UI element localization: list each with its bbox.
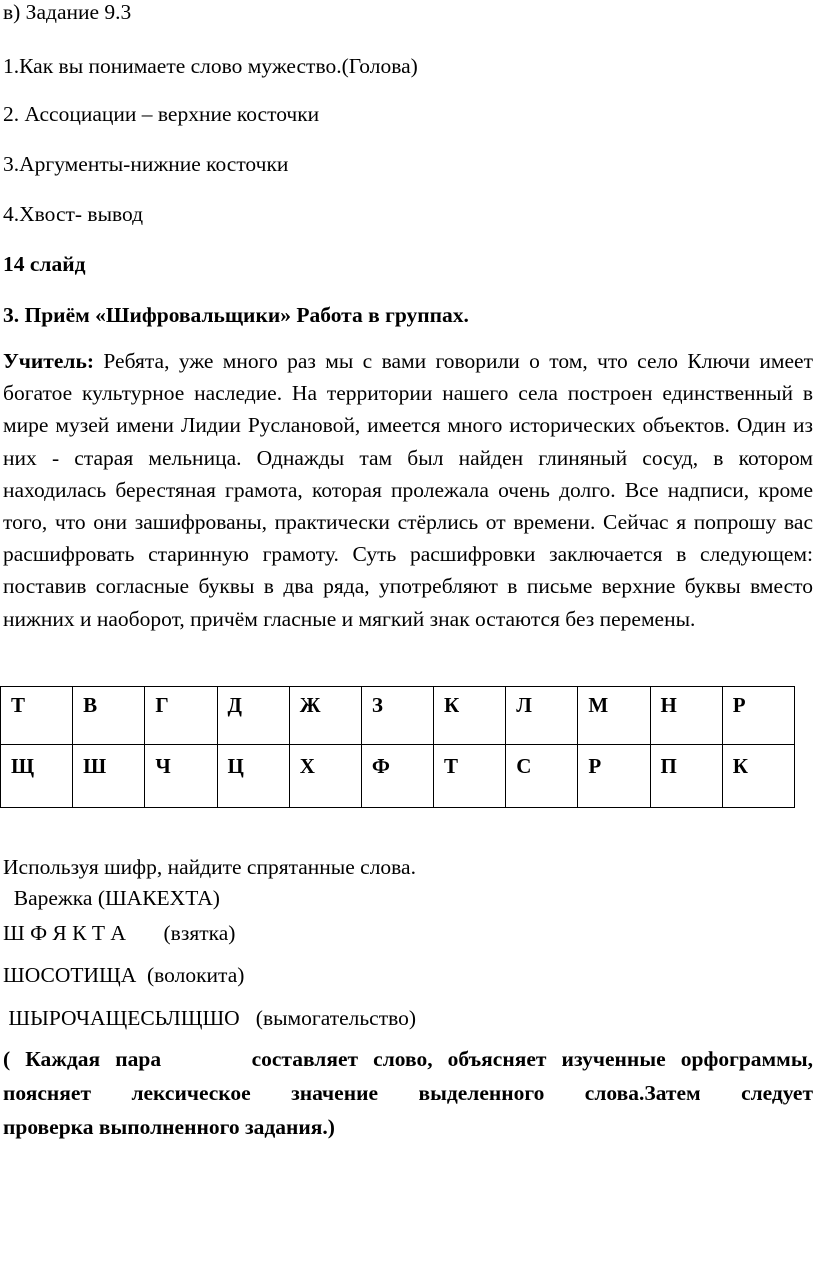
group-work-note bbox=[3, 1042, 813, 1144]
teacher-text: Ребята, уже много раз мы с вами говорили о том, что село Ключи имеет богатое культурное наследие. На территории нашего села построен единственный в мире музей имени Лидии Руслановой, имеется много исторических объектов. Один из них - старая мельница. Однажды там был найден глиняный сосуд, в котором находилась берестяная грамота, которая пролежала очень долго. Все надписи, кроме того, что они зашифрованы, практически стёрлись от времени. Сейчас я попрошу вас расшифровать старинную грамоту. Суть расшифровки заключается в следующем: поставив согласные буквы в два ряда, употребляют в письме верхние буквы вместо нижних и наоборот, причём гласные и мягкий знак остаются без перемены. bbox=[3, 349, 813, 631]
task-heading: в) Задание 9.3 bbox=[3, 0, 132, 24]
cipher-cell: Г bbox=[145, 687, 217, 745]
cipher-cell: Ж bbox=[289, 687, 361, 745]
cipher-top-row bbox=[1, 687, 795, 745]
cipher-cell: Ф bbox=[361, 745, 433, 808]
cipher-cell: В bbox=[73, 687, 145, 745]
cipher-cell: З bbox=[361, 687, 433, 745]
cipher-cell: Ц bbox=[217, 745, 289, 808]
cipher-cell: Ч bbox=[145, 745, 217, 808]
cipher-cell: К bbox=[722, 745, 794, 808]
cipher-cell: Р bbox=[578, 745, 650, 808]
step-4: 4.Хвост- вывод bbox=[3, 202, 144, 226]
step-2: 2. Ассоциации – верхние косточки bbox=[3, 102, 320, 126]
exercise-example: Варежка (ШАКЕХТА) bbox=[3, 886, 220, 910]
note-line-1: ( Каждая пара составляет слово, объясняет изученные орфограммы, bbox=[3, 1047, 813, 1071]
step-1: 1.Как вы понимаете слово мужество.(Голова) bbox=[3, 54, 418, 78]
cipher-cell: С bbox=[506, 745, 578, 808]
teacher-paragraph bbox=[3, 345, 813, 635]
note-line-3: проверка выполненного задания.) bbox=[3, 1115, 335, 1139]
cipher-cell: Р bbox=[722, 687, 794, 745]
cipher-cell: П bbox=[650, 745, 722, 808]
teacher-label: Учитель: bbox=[3, 349, 94, 373]
note-line-2: поясняет лексическое значение выделенного слова.Затем следует bbox=[3, 1081, 813, 1105]
step-3: 3.Аргументы-нижние косточки bbox=[3, 152, 289, 176]
exercise-item-1: Ш Ф Я К Т А (взятка) bbox=[3, 921, 236, 945]
section-title: 3. Приём «Шифровальщики» Работа в группах. bbox=[3, 303, 469, 327]
cipher-cell: Ш bbox=[73, 745, 145, 808]
cipher-bottom-row bbox=[1, 745, 795, 808]
cipher-cell: Д bbox=[217, 687, 289, 745]
cipher-cell: Л bbox=[506, 687, 578, 745]
exercise-item-3: ШЫРОЧАЩЕСЬЛЩШО (вымогательство) bbox=[3, 1006, 417, 1030]
cipher-cell: Т bbox=[1, 687, 73, 745]
slide-label: 14 слайд bbox=[3, 252, 86, 276]
cipher-cell: Н bbox=[650, 687, 722, 745]
cipher-cell: Т bbox=[434, 745, 506, 808]
cipher-table bbox=[0, 686, 795, 808]
cipher-cell: Х bbox=[289, 745, 361, 808]
exercise-item-2: ШОСОТИЩА (волокита) bbox=[3, 963, 245, 987]
cipher-cell: Щ bbox=[1, 745, 73, 808]
exercise-instruction: Используя шифр, найдите спрятанные слова. bbox=[3, 855, 416, 879]
cipher-cell: К bbox=[434, 687, 506, 745]
cipher-cell: М bbox=[578, 687, 650, 745]
